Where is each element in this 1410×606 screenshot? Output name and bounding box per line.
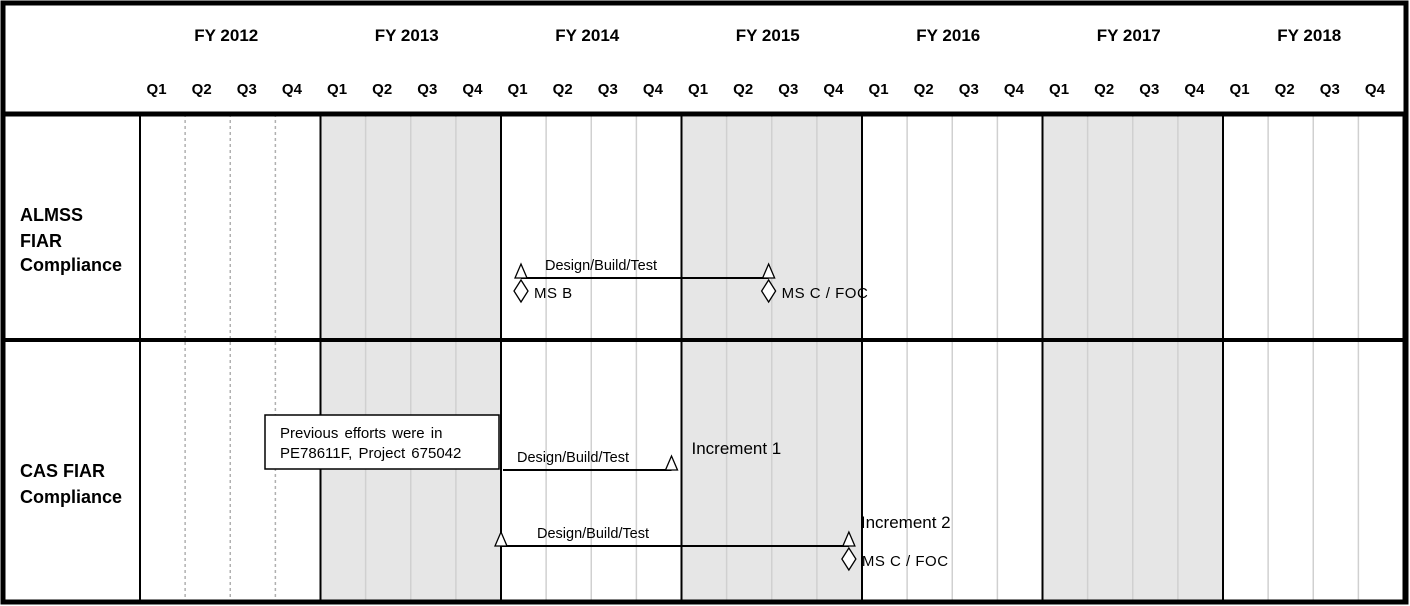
quarter-label: Q4 [462, 81, 483, 98]
milestone-label: MS C / FOC [781, 285, 869, 302]
activity-label: Design/Build/Test [545, 258, 658, 274]
fiscal-year-label: FY 2013 [374, 26, 439, 45]
quarter-label: Q1 [868, 81, 889, 98]
quarter-label: Q2 [1094, 81, 1115, 98]
fiscal-year-label: FY 2015 [735, 26, 800, 45]
quarter-label: Q1 [1049, 81, 1070, 98]
activity-label: Design/Build/Test [537, 526, 650, 542]
quarter-label: Q1 [507, 81, 528, 98]
fiscal-year-label: FY 2018 [1277, 26, 1342, 45]
milestone-label: MS C / FOC [861, 553, 949, 570]
quarter-label: Q4 [1364, 81, 1385, 98]
quarter-label: Q2 [191, 81, 212, 98]
quarter-label: Q3 [1319, 81, 1340, 98]
quarter-label: Q3 [236, 81, 257, 98]
row-label-almss: Compliance [20, 255, 123, 275]
milestone-triangle [515, 264, 527, 278]
quarter-label: Q3 [417, 81, 438, 98]
quarter-label: Q4 [823, 81, 844, 98]
quarter-label: Q3 [1139, 81, 1160, 98]
quarter-label: Q4 [1003, 81, 1024, 98]
quarter-label: Q3 [958, 81, 979, 98]
fiscal-year-label: FY 2017 [1096, 26, 1161, 45]
fiscal-year-label: FY 2012 [194, 26, 259, 45]
quarter-label: Q1 [327, 81, 348, 98]
fiscal-year-label: FY 2016 [916, 26, 981, 45]
note-text: Previous efforts were in [280, 425, 443, 442]
quarter-label: Q2 [372, 81, 393, 98]
row-label-almss: ALMSS [20, 205, 83, 225]
milestone-diamond [514, 280, 528, 302]
note-text: PE78611F, Project 675042 [280, 445, 462, 462]
quarter-label: Q2 [913, 81, 934, 98]
milestone-label: MS B [534, 285, 573, 302]
quarter-label: Q3 [778, 81, 799, 98]
quarter-label: Q1 [688, 81, 709, 98]
row-label-cas: CAS FIAR [20, 461, 105, 481]
row-labels [20, 205, 122, 507]
quarter-label: Q4 [642, 81, 663, 98]
quarter-label: Q2 [552, 81, 573, 98]
quarter-label: Q2 [1274, 81, 1295, 98]
quarter-label: Q3 [597, 81, 618, 98]
milestone-triangle [666, 456, 678, 470]
quarter-label: Q2 [733, 81, 754, 98]
quarter-label: Q1 [1229, 81, 1250, 98]
row-label-almss: FIAR [20, 231, 62, 251]
row-label-cas: Compliance [20, 487, 123, 507]
timeline-header [147, 26, 1386, 98]
increment-label: Increment 2 [860, 513, 951, 532]
quarter-label: Q1 [146, 81, 167, 98]
quarter-label: Q4 [281, 81, 302, 98]
activity-label: Design/Build/Test [517, 450, 630, 466]
quarter-label: Q4 [1184, 81, 1205, 98]
fiscal-year-label: FY 2014 [555, 26, 620, 45]
increment-label: Increment 1 [691, 439, 782, 458]
